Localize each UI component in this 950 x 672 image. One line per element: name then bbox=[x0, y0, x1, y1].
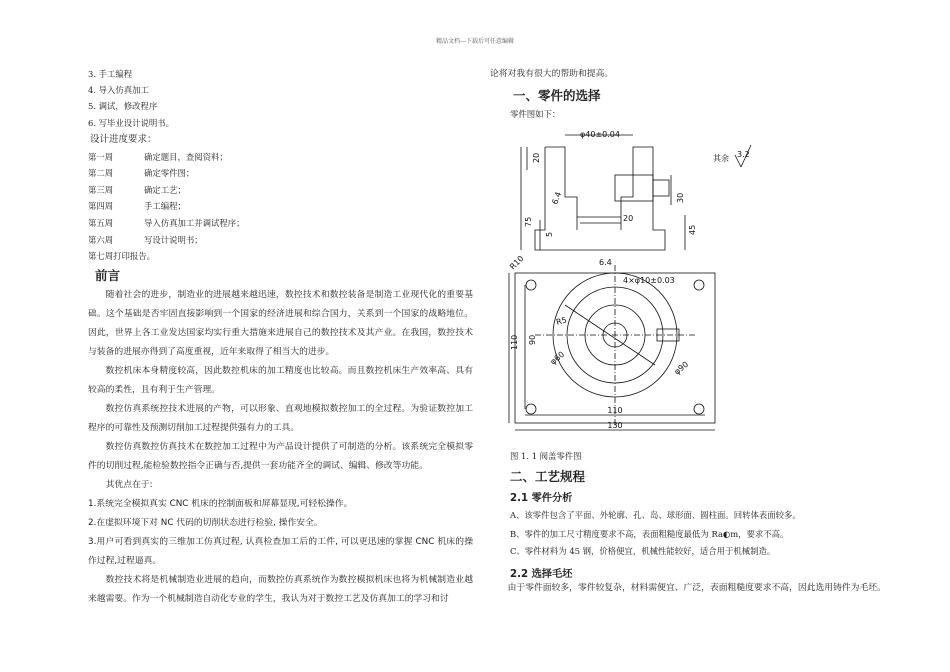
dim-label: 45 bbox=[688, 224, 697, 235]
schedule-week7: 第七周打印报告。 bbox=[88, 251, 155, 261]
dim-label: R10 bbox=[508, 253, 526, 272]
paragraph: 1.系统完全模拟真实 CNC 机床的控制面板和屏幕显现,可轻松操作。 bbox=[88, 499, 353, 509]
dim-label: 20 bbox=[532, 152, 541, 163]
progress-title: 设计进度要求： bbox=[90, 134, 157, 145]
subsection-heading: 2.2 选择毛坯 bbox=[510, 569, 573, 580]
dim-label: 20 bbox=[623, 214, 634, 223]
dim-label: 130 bbox=[607, 421, 623, 430]
paragraph: 数控技术将是机械制造业进展的趋向，而数控仿真系统作为数控模拟机床也将为机械制造业越来越需要。作为一个机械制造自动化专业的学生，我认为对于数控工艺及仿真加工的学习和讨 bbox=[88, 575, 473, 604]
paragraph: 随着社会的进步，制造业的进展越来越迅速，数控技术和数控装备是制造工业现代化的重要基础。这个基础是否牢固直接影响到一个国家的经济进展和综合国力，关系到一个国家的战略地位。因此，世界上各工业发达国家均实行重大措施来进展自己的数控技术及其产业。在我国，数控技术与装备的进展亦得到了高度重视，近年来取得了相当大的进步。 bbox=[88, 290, 473, 357]
schedule-row: 第二周 确定零件图； bbox=[88, 168, 195, 178]
figure-intro: 零件图如下： bbox=[510, 109, 561, 119]
analysis-item: B、零件的加工尺寸精度要求不高，表面粗糙度最低为 Ra◐m，要求不高。 bbox=[510, 529, 789, 539]
paragraph: 3.用户可看到真实的三维加工仿真过程, 认真检查加工后的工件, 可以更迅速的掌握 CNC 机床的操作过程,过程逼真。 bbox=[88, 537, 473, 566]
dim-label: 110 bbox=[607, 406, 623, 415]
page-header: 精品文档---下载后可任意编辑 bbox=[435, 38, 515, 45]
dim-label: φ40±0.04 bbox=[580, 130, 620, 139]
paragraph: 数控机床本身精度较高，因此数控机床的加工精度也比较高。而且数控机床生产效率高、具有较高的柔性，且有利于生产管理。 bbox=[88, 366, 473, 395]
dim-label: R5 bbox=[555, 315, 568, 327]
paragraph: 其优点在于: bbox=[105, 480, 153, 490]
schedule-row: 第六周 写设计说明书； bbox=[88, 235, 203, 245]
analysis-item: C、零件材料为 45 钢，价格便宜，机械性能较好，适合用于机械制造。 bbox=[510, 546, 776, 556]
roughness-label: 6.4 bbox=[599, 258, 612, 267]
preface-title: 前言 bbox=[95, 268, 121, 283]
dim-label: 75 bbox=[524, 216, 533, 227]
schedule-row: 第一周 确定题目，查阅资料； bbox=[88, 152, 228, 162]
dim-label: φ90 bbox=[672, 359, 691, 377]
task-item: 4. 导入仿真加工 bbox=[88, 85, 149, 95]
paragraph: 数控仿真系统控技术进展的产物，可以形象、直观地模拟数控加工的全过程。为验证数控加工程序的可靠性及预测切削加工过程提供强有力的工具。 bbox=[88, 404, 473, 433]
roughness-label: 6.4 bbox=[550, 190, 564, 206]
schedule-row: 第四周 手工编程； bbox=[88, 201, 186, 211]
paragraph: 由于零件面较多，零件较复杂，材料需便宜、广泛，表面粗糙度要求不高，因此选用铸件为毛坯。 bbox=[507, 583, 886, 593]
section-heading: 二、工艺规程 bbox=[510, 469, 586, 484]
dim-label: 4×φ10±0.03 bbox=[623, 276, 675, 285]
rest-roughness-label: 其余 bbox=[713, 154, 729, 163]
paragraph: 2.在虚拟环境下对 NC 代码的切削状态进行检验, 操作安全。 bbox=[88, 518, 323, 528]
analysis-item: A、该零件包含了平面、外轮廓、孔、岛、球形面、圆柱面。回转体表面较多。 bbox=[510, 510, 801, 520]
schedule-row: 第三周 确定工艺； bbox=[88, 185, 186, 195]
figure-caption: 图 1. 1 阀盖零件图 bbox=[510, 451, 582, 461]
dim-label: φ60 bbox=[548, 349, 567, 367]
dim-label: 30 bbox=[676, 192, 685, 203]
paragraph: 数控仿真数控仿真技术在数控加工过程中为产品设计提供了可制造的分析。该系统完全模拟零件的切削过程,能检验数控指令正确与否,提供一套功能齐全的调试、编辑、修改等功能。 bbox=[88, 442, 473, 471]
dim-label: 90 bbox=[528, 334, 537, 345]
section-heading: 一、零件的选择 bbox=[513, 88, 601, 103]
subsection-heading: 2.1 零件分析 bbox=[510, 493, 573, 504]
task-item: 3. 手工编程 bbox=[88, 69, 133, 79]
part-drawing bbox=[505, 125, 755, 445]
schedule-row: 第五周 导入仿真加工并调试程序； bbox=[88, 218, 245, 228]
paragraph-continuation: 论将对我有很大的帮助和提高。 bbox=[490, 69, 614, 79]
dim-label: 5 bbox=[545, 231, 554, 237]
task-item: 6. 写毕业设计说明书。 bbox=[88, 118, 175, 128]
task-item: 5. 调试，修改程序 bbox=[88, 101, 158, 111]
dim-label: 110 bbox=[510, 334, 519, 350]
roughness-label: 3.2 bbox=[737, 150, 750, 159]
